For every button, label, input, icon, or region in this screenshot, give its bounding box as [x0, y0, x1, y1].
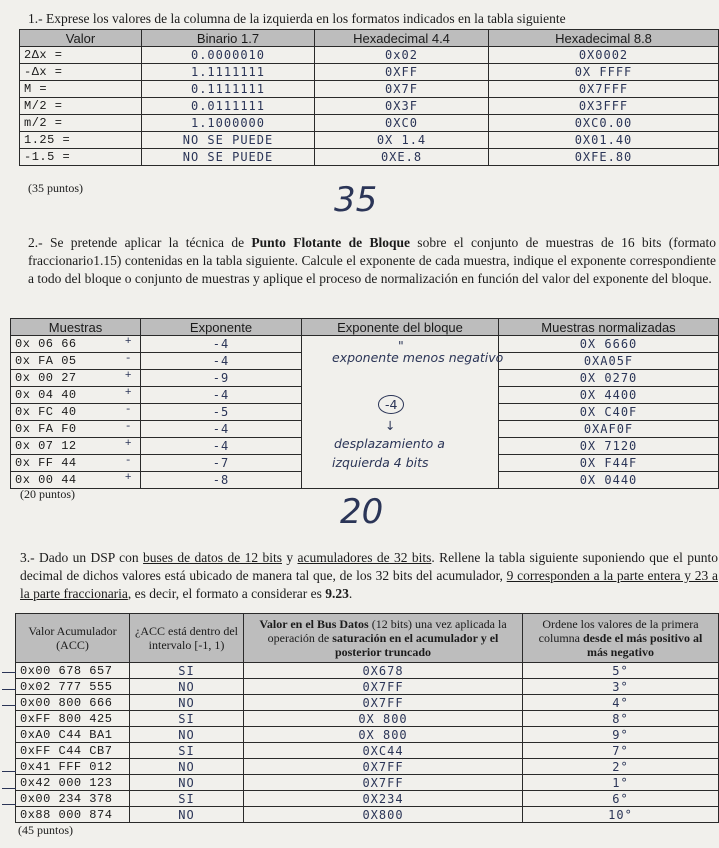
q1-hex88-cell: 0X3FFF	[489, 98, 719, 115]
q3-row	[16, 775, 719, 791]
q3-bus-cell: 0X 800	[244, 727, 523, 743]
q3-row	[16, 711, 719, 727]
q2-muestra-cell	[11, 370, 141, 387]
q2-exponente-cell: -4	[141, 438, 302, 455]
q2-sign-mark: +	[124, 387, 132, 399]
q3-order-cell: 5°	[523, 663, 719, 679]
q3-interval-cell: NO	[130, 695, 244, 711]
q3-points: (45 puntos)	[18, 823, 73, 837]
q2-normalizada-cell: 0X 7120	[499, 438, 719, 455]
q2-exponente-cell: -8	[141, 472, 302, 489]
q3-row	[16, 727, 719, 743]
q3-order-cell: 1°	[523, 775, 719, 791]
q3-row	[16, 679, 719, 695]
q1-binario-cell: 0.0000010	[142, 47, 315, 64]
q1-row	[20, 132, 719, 149]
q3-acc-cell: 0xA0 C44 BA1	[16, 727, 130, 743]
q2-muestra-value: 0x FF 44	[15, 456, 77, 470]
block-exponent-value: -4	[378, 395, 404, 414]
q3-order-cell: 6°	[523, 791, 719, 807]
q2-muestra-cell	[11, 438, 141, 455]
q3-bus-cell: 0X678	[244, 663, 523, 679]
q2-muestra-value: 0x 00 27	[15, 371, 77, 385]
q3-order-cell: 8°	[523, 711, 719, 727]
block-note-shift-2: izquierda 4 bits	[332, 455, 429, 470]
q1-binario-cell: 0.0111111	[142, 98, 315, 115]
q2-muestra-cell	[11, 336, 141, 353]
q3-acc-cell: 0x88 000 874	[16, 807, 130, 823]
q1-hex88-cell: 0X FFFF	[489, 64, 719, 81]
q3-interval-cell: SI	[130, 663, 244, 679]
margin-tick-mark	[2, 804, 16, 805]
q3-order-cell: 10°	[523, 807, 719, 823]
q3-acc-cell: 0xFF 800 425	[16, 711, 130, 727]
q3-bus-cell: 0X800	[244, 807, 523, 823]
q3-bus-cell: 0X7FF	[244, 759, 523, 775]
q1-grade: 35	[334, 180, 378, 220]
q2-header-muestras: Muestras	[11, 319, 141, 336]
q3-acc-cell: 0xFF C44 CB7	[16, 743, 130, 759]
q1-valor-cell: M/2 =	[20, 98, 142, 115]
q1-valor-cell: 2Δx =	[20, 47, 142, 64]
q3-acc-cell: 0x00 678 657	[16, 663, 130, 679]
q2-exponente-cell: -4	[141, 353, 302, 370]
q2-normalizada-cell: 0X F44F	[499, 455, 719, 472]
q1-binario-cell: NO SE PUEDE	[142, 132, 315, 149]
q2-statement: 2.- Se pretende aplicar la técnica de Punto Flotante de Bloque sobre el conjunto de muestras de 16 bits (formato fraccionario1.15) contenidas en la tabla siguiente. Calcule el exponente de cada muestra, indique el exponente correspondiente a todo del bloque o conjunto de muestras y aplique el proceso de normalización en función del valor del exponente del bloque.	[28, 235, 716, 286]
q3-header-bus: Valor en el Bus Datos (12 bits) una vez aplicada la operación de saturación en el acumulador y el posterior truncado	[244, 614, 523, 663]
q1-hex44-cell: 0X7F	[315, 81, 489, 98]
q1-header-valor: Valor	[20, 30, 142, 47]
q3-row	[16, 807, 719, 823]
q3-row	[16, 695, 719, 711]
q2-sign-mark: -	[124, 404, 132, 416]
q3-acc-cell: 0x42 000 123	[16, 775, 130, 791]
q2-sign-mark: +	[124, 472, 132, 484]
q1-hex44-cell: 0XC0	[315, 115, 489, 132]
q3-order-cell: 4°	[523, 695, 719, 711]
q2-sign-mark: +	[124, 336, 132, 348]
q3-interval-cell: NO	[130, 807, 244, 823]
q1-table	[19, 29, 719, 166]
q3-order-cell: 9°	[523, 727, 719, 743]
q2-normalizada-cell: 0X 0270	[499, 370, 719, 387]
q2-muestra-value: 0x FA 05	[15, 354, 77, 368]
q3-acc-cell: 0x41 FFF 012	[16, 759, 130, 775]
q3-bus-cell: 0X234	[244, 791, 523, 807]
q2-muestra-cell	[11, 472, 141, 489]
q1-row	[20, 149, 719, 166]
q2-normalizada-cell: 0XA05F	[499, 353, 719, 370]
q3-interval-cell: NO	[130, 679, 244, 695]
q1-points: (35 puntos)	[28, 181, 83, 195]
q2-muestra-value: 0x 07 12	[15, 439, 77, 453]
q2-muestra-cell	[11, 404, 141, 421]
margin-tick-mark	[2, 771, 16, 772]
q2-points: (20 puntos)	[20, 487, 75, 501]
q1-header-hex88: Hexadecimal 8.8	[489, 30, 719, 47]
q1-hex44-cell: 0XFF	[315, 64, 489, 81]
q3-interval-cell: NO	[130, 727, 244, 743]
q2-exponente-cell: -4	[141, 387, 302, 404]
q1-hex88-cell: 0XFE.80	[489, 149, 719, 166]
margin-tick-mark	[2, 689, 16, 690]
q1-hex88-cell: 0X7FFF	[489, 81, 719, 98]
q1-hex44-cell: 0X3F	[315, 98, 489, 115]
q1-valor-cell: -1.5 =	[20, 149, 142, 166]
q1-row	[20, 81, 719, 98]
q2-header-exponente: Exponente	[141, 319, 302, 336]
q3-acc-cell: 0x00 234 378	[16, 791, 130, 807]
block-note-reason: exponente menos negativo	[332, 350, 504, 365]
q1-row	[20, 115, 719, 132]
q2-muestra-value: 0x 06 66	[15, 337, 77, 351]
q1-valor-cell: m/2 =	[20, 115, 142, 132]
q2-sign-mark: +	[124, 370, 132, 382]
q3-order-cell: 3°	[523, 679, 719, 695]
q3-bus-cell: 0X 800	[244, 711, 523, 727]
q3-acc-cell: 0x00 800 666	[16, 695, 130, 711]
q2-normalizada-cell: 0X 4400	[499, 387, 719, 404]
q1-row	[20, 47, 719, 64]
q1-hex44-cell: 0XE.8	[315, 149, 489, 166]
q1-header-hex44: Hexadecimal 4.4	[315, 30, 489, 47]
q3-row	[16, 663, 719, 679]
q2-muestra-value: 0x 00 44	[15, 473, 77, 487]
q2-exponente-cell: -5	[141, 404, 302, 421]
q1-binario-cell: 1.1000000	[142, 115, 315, 132]
q1-hex88-cell: 0XC0.00	[489, 115, 719, 132]
q3-row	[16, 791, 719, 807]
q2-sign-mark: -	[124, 421, 132, 433]
q2-muestra-value: 0x 04 40	[15, 388, 77, 402]
q3-bus-cell: 0XC44	[244, 743, 523, 759]
q1-row	[20, 64, 719, 81]
q3-bus-cell: 0X7FF	[244, 679, 523, 695]
q3-interval-cell: SI	[130, 743, 244, 759]
q3-row	[16, 743, 719, 759]
q3-acc-cell: 0x02 777 555	[16, 679, 130, 695]
q2-grade: 20	[340, 492, 384, 532]
q3-interval-cell: NO	[130, 759, 244, 775]
q2-muestra-cell	[11, 421, 141, 438]
q1-hex88-cell: 0X0002	[489, 47, 719, 64]
q3-interval-cell: SI	[130, 791, 244, 807]
block-note-shift-1: desplazamiento a	[334, 436, 445, 451]
q3-order-cell: 2°	[523, 759, 719, 775]
q1-statement: 1.- Exprese los valores de la columna de la izquierda en los formatos indicados en la tabla siguiente	[28, 11, 566, 26]
q3-header-interval: ¿ACC está dentro del intervalo [-1, 1)	[130, 614, 244, 663]
q1-header-binario: Binario 1.7	[142, 30, 315, 47]
q3-table	[15, 613, 719, 823]
q2-exponente-cell: -7	[141, 455, 302, 472]
margin-tick-mark	[2, 705, 16, 706]
q1-binario-cell: 1.1111111	[142, 64, 315, 81]
q1-hex88-cell: 0X01.40	[489, 132, 719, 149]
q2-sign-mark: +	[124, 438, 132, 450]
block-note-mark: "	[398, 338, 404, 353]
q2-exponente-cell: -4	[141, 421, 302, 438]
q2-sign-mark: -	[124, 455, 132, 467]
q2-sign-mark: -	[124, 353, 132, 365]
q3-statement: 3.- Dado un DSP con buses de datos de 12 bits y acumuladores de 32 bits. Rellene la tabla siguiente suponiendo que el punto decimal de dichos valores está ubicado de manera tal que, de los 32 bits del acumulador, 9 corresponden a la parte entera y 23 a la parte fraccionaria, es decir, el formato a considerar es 9.23.	[20, 550, 719, 601]
q3-row	[16, 759, 719, 775]
q2-muestra-cell	[11, 455, 141, 472]
q2-normalizada-cell: 0X 0440	[499, 472, 719, 489]
q2-normalizada-cell: 0X C40F	[499, 404, 719, 421]
q2-normalizada-cell: 0X 6660	[499, 336, 719, 353]
q2-muestra-value: 0x FC 40	[15, 405, 77, 419]
q1-valor-cell: M =	[20, 81, 142, 98]
q3-bus-cell: 0X7FF	[244, 775, 523, 791]
q3-order-cell: 7°	[523, 743, 719, 759]
q3-bus-cell: 0X7FF	[244, 695, 523, 711]
margin-tick-mark	[2, 788, 16, 789]
q2-muestra-cell	[11, 353, 141, 370]
q3-header-acc: Valor Acumulador (ACC)	[16, 614, 130, 663]
q1-binario-cell: NO SE PUEDE	[142, 149, 315, 166]
q1-hex44-cell: 0X 1.4	[315, 132, 489, 149]
q3-header-order: Ordene los valores de la primera columna desde el más positivo al más negativo	[523, 614, 719, 663]
q2-muestra-cell	[11, 387, 141, 404]
q2-normalizada-cell: 0XAF0F	[499, 421, 719, 438]
block-arrow: ↓	[385, 418, 396, 433]
q2-header-bloque: Exponente del bloque	[302, 319, 499, 336]
q1-row	[20, 98, 719, 115]
q2-exponente-cell: -4	[141, 336, 302, 353]
q2-exponente-cell: -9	[141, 370, 302, 387]
q1-valor-cell: -Δx =	[20, 64, 142, 81]
q1-valor-cell: 1.25 =	[20, 132, 142, 149]
q3-interval-cell: NO	[130, 775, 244, 791]
q2-muestra-value: 0x FA F0	[15, 422, 77, 436]
margin-tick-mark	[2, 672, 16, 673]
q2-header-normalizadas: Muestras normalizadas	[499, 319, 719, 336]
q3-interval-cell: SI	[130, 711, 244, 727]
q1-hex44-cell: 0x02	[315, 47, 489, 64]
q1-binario-cell: 0.1111111	[142, 81, 315, 98]
